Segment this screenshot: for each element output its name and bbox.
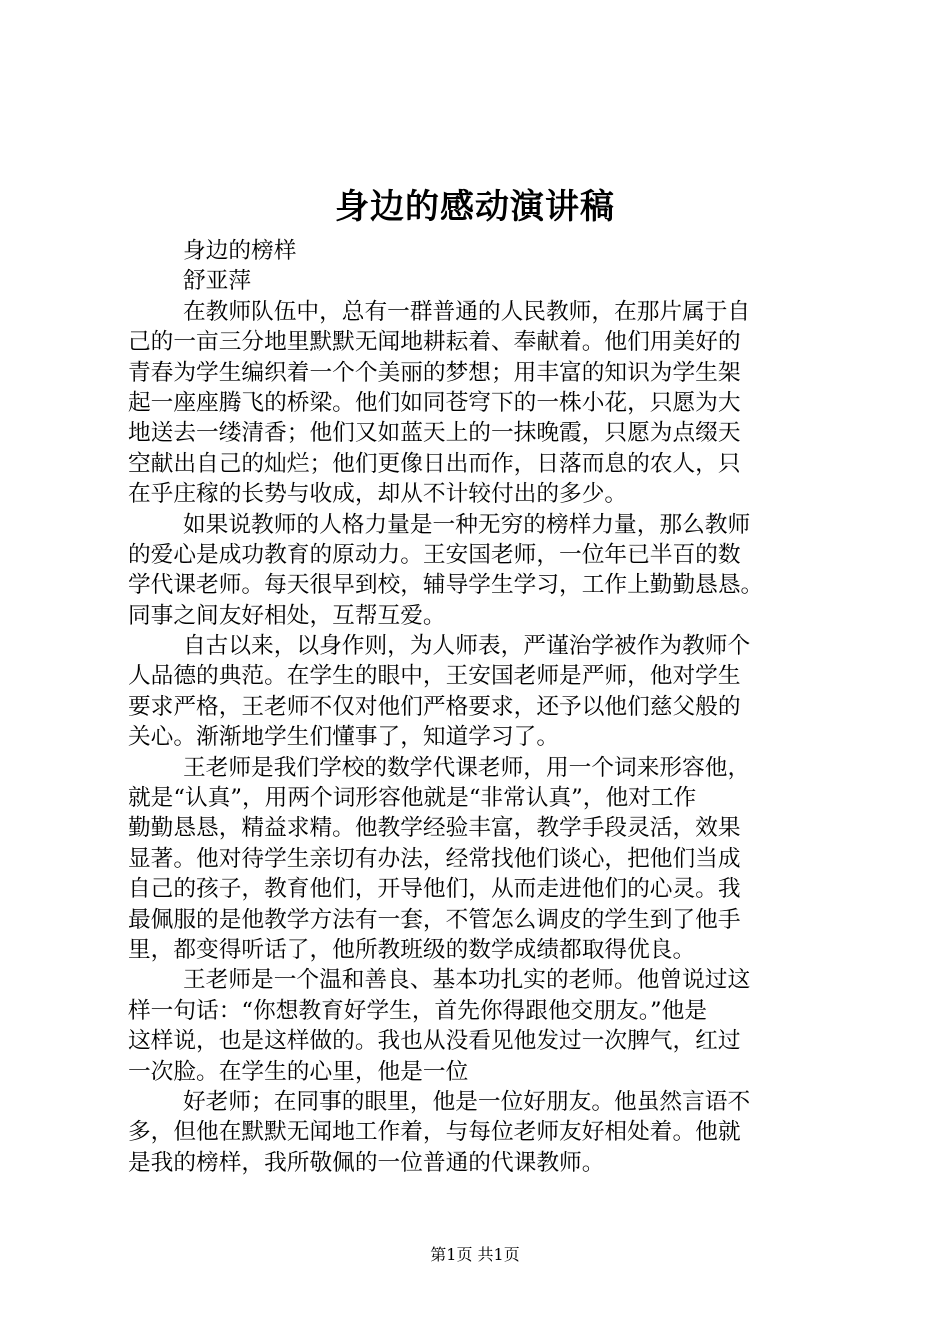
paragraph-line: 是我的榜样，我所敬佩的一位普通的代课教师。 (128, 1149, 605, 1176)
paragraph-line: 地送去一缕清香；他们又如蓝天上的一抹晚霞，只愿为点缀天 (128, 420, 741, 447)
page-footer: 第1页 共1页 (430, 1245, 520, 1264)
paragraph-line: 王老师是我们学校的数学代课老师，用一个词来形容他， (183, 754, 751, 781)
paragraph-line: 最佩服的是他教学方法有一套，不管怎么调皮的学生到了他手 (128, 906, 741, 933)
paragraph-line: 空献出自己的灿烂；他们更像日出而作，日落而息的农人，只 (128, 450, 741, 477)
paragraph-4 (128, 753, 832, 966)
paragraph-line: 学代课老师。每天很早到校，辅导学生学习，工作上勤勤恳恳。 (128, 572, 764, 599)
paragraph-line: 多，但他在默默无闻地工作着，与每位老师友好相处着。他就 (128, 1119, 741, 1146)
paragraph-line: 人品德的典范。在学生的眼中，王安国老师是严师，他对学生 (128, 663, 741, 690)
paragraph-line: 在乎庄稼的长势与收成，却从不计较付出的多少。 (128, 481, 628, 508)
paragraph-line: 关心。渐渐地学生们懂事了，知道学习了。 (128, 724, 560, 751)
paragraph-2 (128, 510, 832, 632)
paragraph-line: 好老师；在同事的眼里，他是一位好朋友。他虽然言语不 (183, 1088, 751, 1115)
document-title: 身边的感动演讲稿 (335, 187, 615, 227)
paragraph-line: 要求严格，王老师不仅对他们严格要求，还予以他们慈父般的 (128, 693, 741, 720)
paragraph-line: 自己的孩子，教育他们，开导他们，从而走进他们的心灵。我 (128, 876, 741, 903)
paragraph-line: 在教师队伍中，总有一群普通的人民教师，在那片属于自 (183, 298, 751, 325)
paragraph-line: 王老师是一个温和善良、基本功扎实的老师。他曾说过这 (183, 967, 751, 994)
author-name: 舒亚萍 (183, 268, 252, 295)
paragraph-line: 这样说，也是这样做的。我也从没看见他发过一次脾气，红过 (128, 1028, 741, 1055)
paragraph-6 (128, 1087, 832, 1178)
paragraph-line: 自古以来，以身作则，为人师表，严谨治学被作为教师个 (183, 633, 751, 660)
paragraph-line: 里，都变得听话了，他所教班级的数学成绩都取得优良。 (128, 936, 696, 963)
paragraph-line: 的爱心是成功教育的原动力。王安国老师，一位年已半百的数 (128, 541, 741, 568)
paragraph-line: 显著。他对待学生亲切有办法，经常找他们谈心，把他们当成 (128, 845, 741, 872)
paragraph-line: 就是“认真”，用两个词形容他就是“非常认真”，他对工作 (128, 785, 697, 812)
paragraph-line: 样一句话：“你想教育好学生，首先你得跟他交朋友。”他是 (128, 997, 708, 1024)
paragraph-line: 一次脸。在学生的心里，他是一位 (128, 1058, 469, 1085)
paragraph-line: 如果说教师的人格力量是一种无穷的榜样力量，那么教师 (183, 511, 751, 538)
paragraph-line: 青春为学生编织着一个个美丽的梦想；用丰富的知识为学生架 (128, 359, 741, 386)
document-body (128, 236, 832, 1178)
paragraph-1 (128, 297, 832, 510)
paragraph-line: 同事之间友好相处，互帮互爱。 (128, 602, 446, 629)
paragraph-3 (128, 631, 832, 753)
subtitle: 身边的榜样 (183, 238, 297, 264)
paragraph-line: 勤勤恳恳，精益求精。他教学经验丰富，教学手段灵活，效果 (128, 815, 741, 842)
paragraph-line: 起一座座腾飞的桥梁。他们如同苍穹下的一株小花，只愿为大 (128, 389, 741, 416)
paragraph-5 (128, 965, 832, 1087)
paragraph-line: 己的一亩三分地里默默无闻地耕耘着、奉献着。他们用美好的 (128, 329, 741, 356)
